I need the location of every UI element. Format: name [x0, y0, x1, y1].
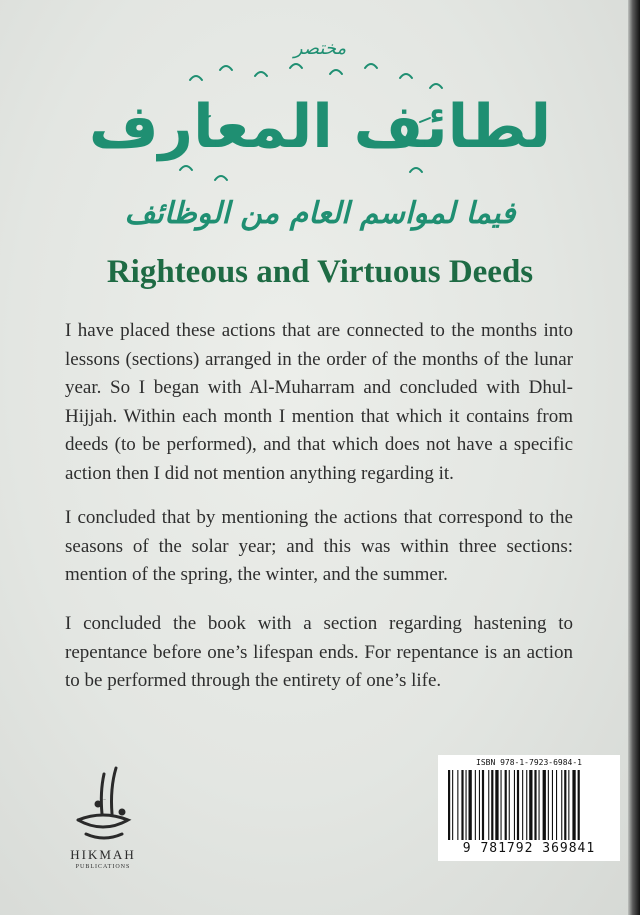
barcode-bar: [479, 770, 480, 840]
barcode-bar: [522, 770, 523, 840]
barcode-bar: [529, 770, 532, 840]
barcode-bar: [466, 770, 467, 840]
isbn-label: ISBN 978-1-7923-6984-1: [476, 758, 582, 767]
barcode-bar: [543, 770, 546, 840]
barcode-bar: [578, 770, 580, 840]
barcode-bar: [509, 770, 510, 840]
barcode-bar: [572, 770, 575, 840]
arabic-title: لطائف المعارف: [88, 92, 552, 162]
barcode-bar: [491, 770, 493, 840]
barcode-bar: [457, 770, 458, 840]
publisher-name: HIKMAH: [70, 847, 136, 862]
barcode-bar: [564, 770, 566, 840]
barcode-bar: [552, 770, 553, 840]
publisher-logo: [58, 760, 148, 890]
publisher-tagline: PUBLICATIONS: [75, 864, 131, 870]
barcode-bar: [539, 770, 540, 840]
arabic-subtitle: فيما لمواسم العام من الوظائف: [124, 196, 516, 231]
barcode-bar: [452, 770, 453, 840]
barcode-bar: [534, 770, 536, 840]
description-paragraph-1: I have placed these actions that are connected to the months into lessons (sections) arranged in the order of the months of the lunar year. So I began with Al-Muharram and concluded with Dhul-Hijjah. Within each month I mention that which it contains from deeds (to be performed), and that which does not have a specific action then I did not mention anything regarding it.: [65, 320, 573, 484]
barcode-bar: [561, 770, 562, 840]
barcode-bar: [475, 770, 476, 840]
book-title: Righteous and Virtuous Deeds: [106, 254, 534, 290]
barcode-bar: [505, 770, 507, 840]
description-paragraph-3: I concluded the book with a section regarding hastening to repentance before one’s lifespan ends. For repentance is an action to be performed through the entirety of one’s life.: [65, 613, 573, 691]
isbn-barcode: [438, 755, 620, 861]
barcode-bar: [482, 770, 484, 840]
barcode-bar: [461, 770, 463, 840]
barcode-bar: [488, 770, 489, 840]
arabic-subtitle-small: مختصر: [293, 38, 347, 59]
barcode-bar: [548, 770, 549, 840]
barcode-bar: [495, 770, 498, 840]
barcode-number: 9 781792 369841: [462, 841, 596, 856]
barcode-bars: [446, 770, 612, 840]
barcode-bar: [526, 770, 527, 840]
barcode-bar: [448, 770, 450, 840]
cover-edge-shadow: [628, 0, 640, 915]
barcode-bar: [514, 770, 515, 840]
description-paragraph-2: I concluded that by mentioning the actions that correspond to the seasons of the solar year; and this was within three sections: mention of the spring, the winter, and the summer.: [65, 507, 573, 585]
barcode-bar: [469, 770, 472, 840]
barcode-bar: [501, 770, 502, 840]
barcode-bar: [517, 770, 519, 840]
barcode-bar: [568, 770, 569, 840]
barcode-bar: [556, 770, 557, 840]
logo-arabic-text: الحكمة: [103, 800, 106, 801]
